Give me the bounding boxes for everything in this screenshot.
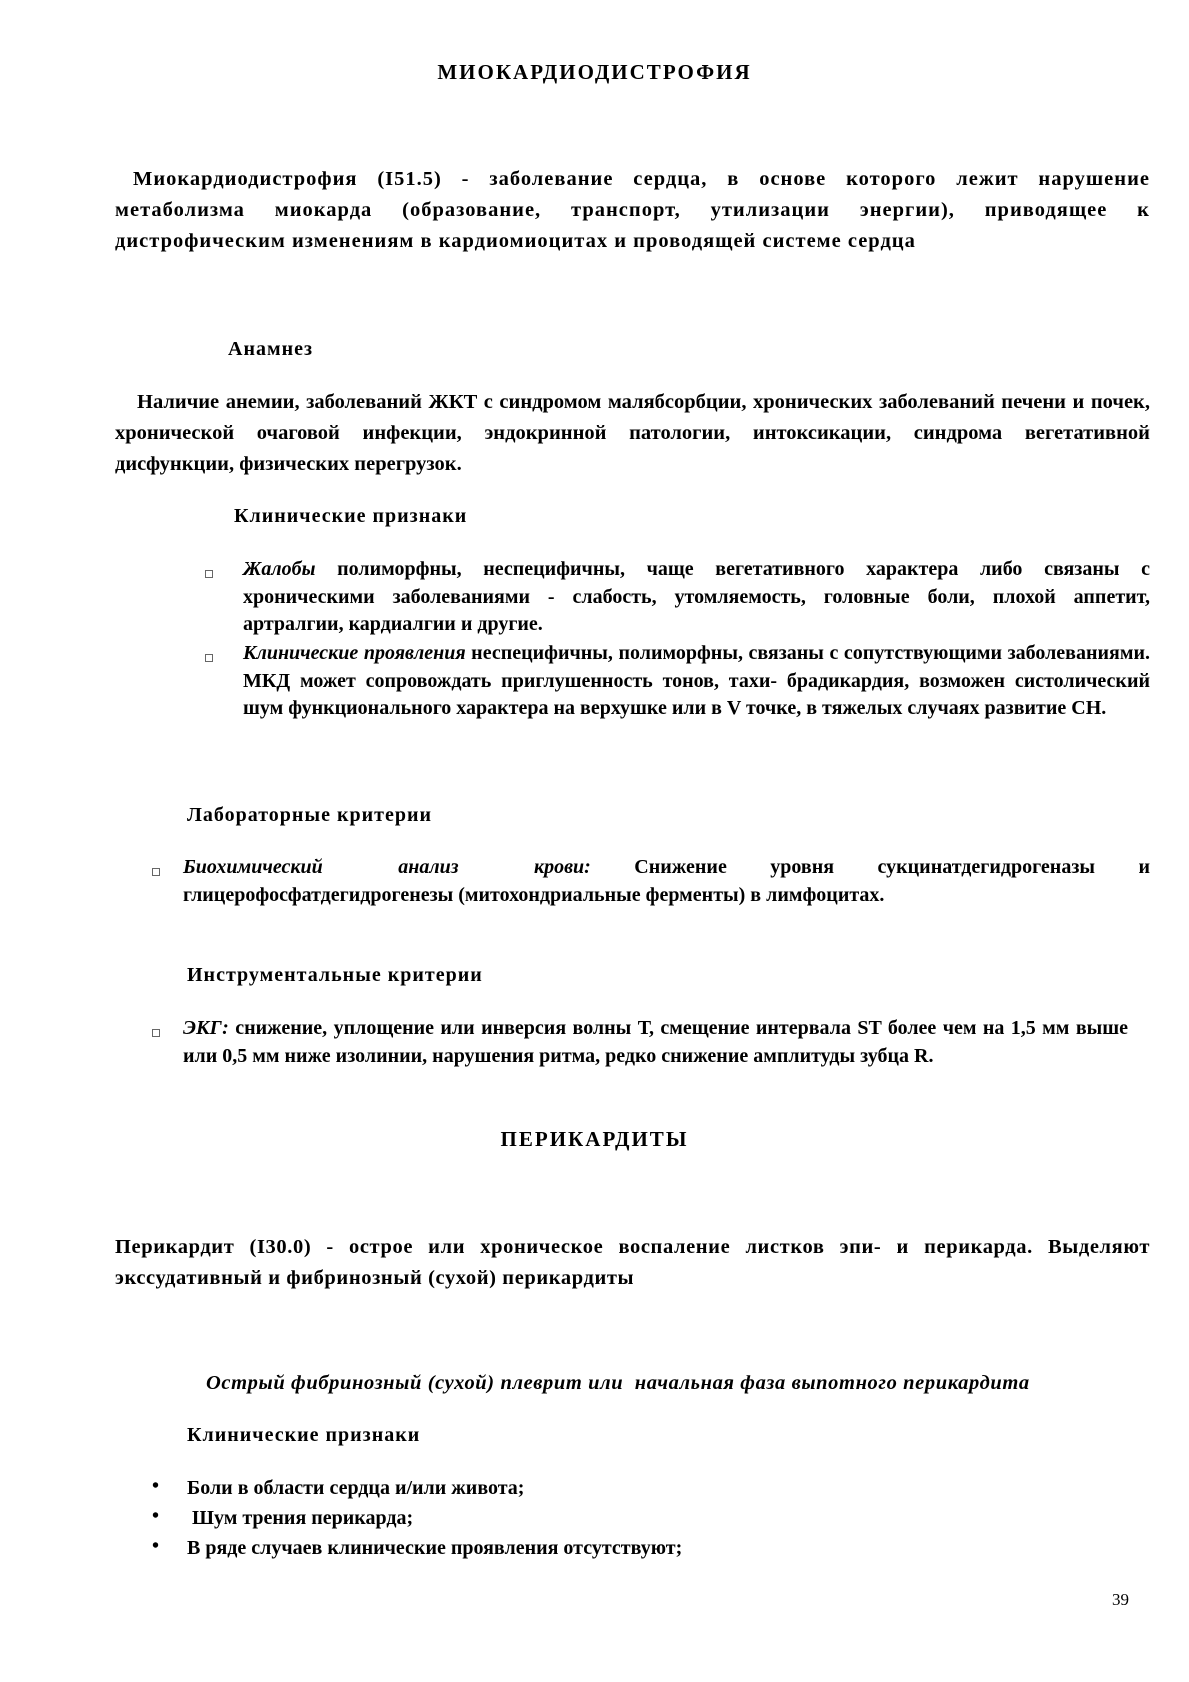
clinical-item-lead: Клинические проявления — [243, 642, 466, 664]
instrumental-item-text: снижение, уплощение или инверсия волны Т, смещение интервала ST более чем на 1,5 мм выше или 0,5 мм ниже изолинии, нарушения ритма, редко снижение амплитуды зубца R. — [183, 1017, 1128, 1067]
checkbox-bullet-icon — [205, 654, 213, 662]
clinical-item-manifestations — [243, 640, 1150, 723]
clinical-item-lead: Жалобы — [243, 558, 316, 580]
bullet-icon: • — [152, 1505, 160, 1527]
lab-criteria-heading: Лабораторные критерии — [187, 804, 432, 826]
definition-paragraph — [115, 164, 1150, 257]
clinical-item-text: полиморфны, неспецифичны, чаще вегетативного характера либо связаны с хроническими заболеваниями - слабость, утомляемость, головные боли, плохой аппетит, артралгии, кардиалгии и другие. — [243, 558, 1150, 635]
bullet-icon: • — [152, 1535, 160, 1557]
definition-text: Миокардиодистрофия (I51.5) - заболевание сердца, в основе которого лежит нарушение метаболизма миокарда (образование, транспорт, утилизации энергии), приводящее к дистрофическим изменениям в кардиомиоцитах и проводящей системе сердца — [115, 168, 1150, 252]
anamnesis-heading: Анамнез — [228, 338, 314, 360]
pericarditis-definition-paragraph — [115, 1232, 1150, 1294]
clinical-signs-heading: Клинические признаки — [234, 505, 468, 527]
pericarditis-definition-text: Перикардит (I30.0) - острое или хроническое воспаление листков эпи- и перикарда. Выделяют экссудативный и фибринозный (сухой) перикардиты — [115, 1236, 1150, 1289]
lab-item-lead: Биохимический анализ крови: — [183, 856, 591, 878]
bullet-icon: • — [152, 1475, 160, 1497]
pericarditis-bullet-item: В ряде случаев клинические проявления отсутствуют; — [187, 1537, 683, 1559]
pericarditis-clinical-heading: Клинические признаки — [187, 1424, 421, 1446]
checkbox-bullet-icon — [152, 868, 160, 876]
instrumental-item-lead: ЭКГ: — [183, 1017, 229, 1039]
pericarditis-bullet-item: Шум трения перикарда; — [187, 1507, 414, 1529]
section-title-myocardiodystrophy: МИОКАРДИОДИСТРОФИЯ — [437, 60, 752, 84]
pericarditis-bullet-item: Боли в области сердца и/или живота; — [187, 1477, 525, 1499]
anamnesis-text: Наличие анемии, заболеваний ЖКТ с синдромом малябсорбции, хронических заболеваний печени и почек, хронической очаговой инфекции, эндокринной патологии, интоксикации, синдрома вегетативной дисфункции, физических перегрузок. — [115, 391, 1150, 475]
anamnesis-paragraph — [115, 387, 1150, 480]
checkbox-bullet-icon — [205, 570, 213, 578]
lab-item-biochem — [183, 854, 1150, 909]
instrumental-item-ecg — [183, 1015, 1128, 1070]
clinical-item-text: неспецифичны, полиморфны, связаны с сопутствующими заболеваниями. МКД может сопровождать приглушенность тонов, тахи- брадикардия, возможен систолический шум функционального характера на верхушке или в V точке, в тяжелых случаях развитие СН. — [243, 642, 1150, 719]
checkbox-bullet-icon — [152, 1029, 160, 1037]
section-title-pericarditis: ПЕРИКАРДИТЫ — [500, 1127, 689, 1151]
instrumental-criteria-heading: Инструментальные критерии — [187, 964, 483, 986]
clinical-item-complaints — [243, 556, 1150, 639]
lab-item-text: Снижение уровня сукцинатдегидрогеназы и глицерофосфатдегидрогенезы (митохондриальные ферменты) в лимфоцитах. — [183, 856, 1150, 906]
page-number: 39 — [1112, 1590, 1129, 1609]
pericarditis-subheading: Острый фибринозный (сухой) плеврит или начальная фаза выпотного перикардита — [206, 1372, 1030, 1394]
